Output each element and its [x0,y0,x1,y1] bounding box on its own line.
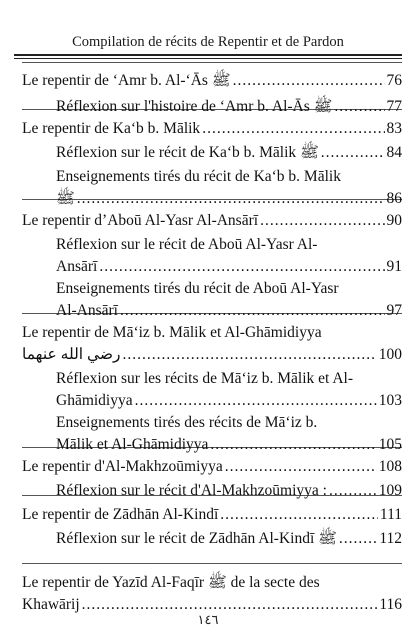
toc-entry[interactable] [22,70,402,92]
toc-entry-title-line: Al-Ansārī [56,302,118,319]
toc-entry-title-line: Enseignements tirés du récit de Aboū Al-Yasr [56,280,339,297]
toc-entry-title-line: Khawārij [22,596,80,613]
toc-entry-title-line: Réflexion sur le récit de Zādhān Al-Kindī ﷺ [56,530,337,547]
toc-entry-title-line: Réflexion sur le récit de Ka‘b b. Mālik ﷺ [56,144,319,161]
dot-leader [321,142,385,164]
toc-page-number: 91 [386,258,402,275]
section-separator [22,563,402,564]
dot-leader [99,256,384,278]
toc-entry[interactable] [56,166,402,210]
dot-leader [225,456,377,478]
toc-entry[interactable] [56,142,402,164]
page-number: ١٤٦ [197,612,219,627]
toc-page-number: 112 [379,530,402,547]
dot-leader [329,480,377,502]
toc-entry[interactable] [56,234,402,278]
toc-entry-title-line: Le repentir de Mā‘iz b. Mālik et Al-Ghāmidiyya [22,324,322,341]
dot-leader [260,210,384,232]
toc-entry-title-line: Réflexion sur les récits de Mā‘iz b. Mālik et Al- [56,370,354,387]
toc-entry-title-line: Ansārī [56,258,98,275]
toc-entry-title-line: Ghāmidiyya [56,392,133,409]
toc-entry[interactable] [56,528,402,550]
toc-entry-title-line: Le repentir de Yazīd Al-Faqīr ﷺ de la secte des [22,574,320,591]
section-separator [22,62,402,63]
dot-leader [339,528,377,550]
toc-entry-title-line: Enseignements tirés du récit de Ka‘b b. Mālik [56,168,341,185]
dot-leader [334,96,384,118]
dot-leader [135,390,377,412]
toc-entry[interactable] [22,118,402,140]
toc-page-number: 100 [378,346,402,363]
toc-entry-title-line: Réflexion sur le récit de Aboū Al-Yasr Al- [56,236,318,253]
toc-entry[interactable] [56,480,402,502]
dot-leader [202,118,384,140]
toc-entry[interactable] [56,96,402,118]
toc-entry[interactable] [22,210,402,232]
dot-leader [77,188,385,210]
header-rule-thin [14,58,402,59]
toc-page-number: 97 [386,302,402,319]
toc-page-number: 86 [386,190,402,207]
toc-page-number: 76 [386,72,402,89]
toc-entry-title-line: Mālik et Al-Ghāmidiyya [56,436,209,453]
toc-page-number: 84 [386,144,402,161]
toc-entry[interactable] [56,368,402,412]
toc-entry[interactable] [22,504,402,526]
toc-page-number: 103 [378,392,402,409]
toc-entry-title-line: Le repentir de Ka‘b b. Mālik [22,120,201,137]
toc-page-number: 116 [379,596,402,613]
dot-leader [210,434,376,456]
dot-leader [123,344,377,366]
toc-entry-title-line: Réflexion sur le récit d'Al-Makhzoūmiyya : [56,482,327,499]
dot-leader [120,300,385,322]
toc-entry-title-line: Le repentir d’Aboū Al-Yasr Al-Ansārī [22,212,259,229]
toc-entry-title-line: Le repentir d'Al-Makhzoūmiyya [22,458,223,475]
toc-entry[interactable] [22,322,402,366]
toc-page-number: 109 [378,482,402,499]
dot-leader [220,504,378,526]
toc-entry[interactable] [22,456,402,478]
toc-page-number: 105 [378,436,402,453]
toc-entry-title-line: Le repentir de Zādhān Al-Kindī [22,506,219,523]
toc-entry[interactable] [56,278,402,322]
toc-entry-title-line: Le repentir de ‘Amr b. Al-‘Ās ﷺ [22,72,231,89]
toc-page-number: 108 [378,458,402,475]
header-rule [14,54,402,56]
toc-page-number: 111 [379,506,402,523]
toc-entry-title-line: Réflexion sur l'histoire de ‘Amr b. Al-Ās ﷺ [56,98,333,115]
toc-page-number: 90 [386,212,402,229]
toc-entry[interactable] [56,412,402,456]
toc-entry[interactable] [22,572,402,616]
dot-leader [233,70,385,92]
running-header: Compilation de récits de Repentir et de Pardon [72,34,344,50]
toc-entry-title-line: رضي الله عنهما [22,346,121,363]
toc-page-number: 77 [386,98,402,115]
toc-entry-title-line: ﷺ [56,190,75,207]
toc-page-number: 83 [386,120,402,137]
toc-entry-title-line: Enseignements tirés des récits de Mā‘iz b. [56,414,318,431]
